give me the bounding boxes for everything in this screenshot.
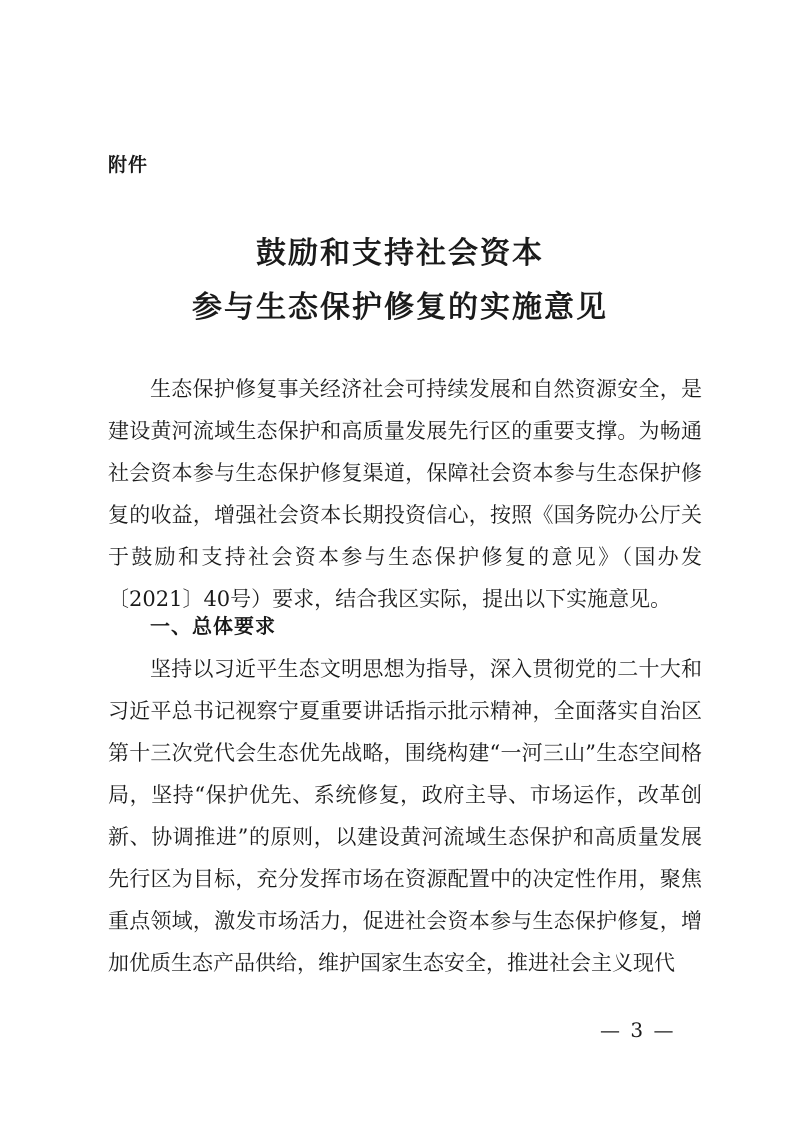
section-body-paragraph: 坚持以习近平生态文明思想为指导，深入贯彻党的二十大和习近平总书记视察宁夏重要讲话指示批示精神，全面落实自治区第十三次党代会生态优先战略，围绕构建“一河三山”生态空间格局，坚持“保护优先、系统修复，政府主导、市场运作，改革创新、协调推进”的原则，以建设黄河流域生态保护和高质量发展先行区为目标，充分发挥市场在资源配置中的决定性作用，聚焦重点领域，激发市场活力，促进社会资本参与生态保护修复，增加优质生态产品供给，维护国家生态安全，推进社会主义现代 <box>108 657 702 975</box>
page-number: — 3 — <box>600 1018 676 1042</box>
section-heading: 一、总体要求 <box>150 614 276 638</box>
document-title-line-2: 参与生态保护修复的实施意见 <box>192 290 608 325</box>
attachment-label: 附件 <box>108 154 149 176</box>
document-title-line-1: 鼓励和支持社会资本 <box>256 236 544 271</box>
intro-paragraph: 生态保护修复事关经济社会可持续发展和自然资源安全，是建设黄河流域生态保护和高质量发展先行区的重要支撑。为畅通社会资本参与生态保护修复渠道，保障社会资本参与生态保护修复的收益，增强社会资本长期投资信心，按照《国务院办公厅关于鼓励和支持社会资本参与生态保护修复的意见》（国办发〔2021〕40号）要求，结合我区实际，提出以下实施意见。 <box>108 377 702 611</box>
